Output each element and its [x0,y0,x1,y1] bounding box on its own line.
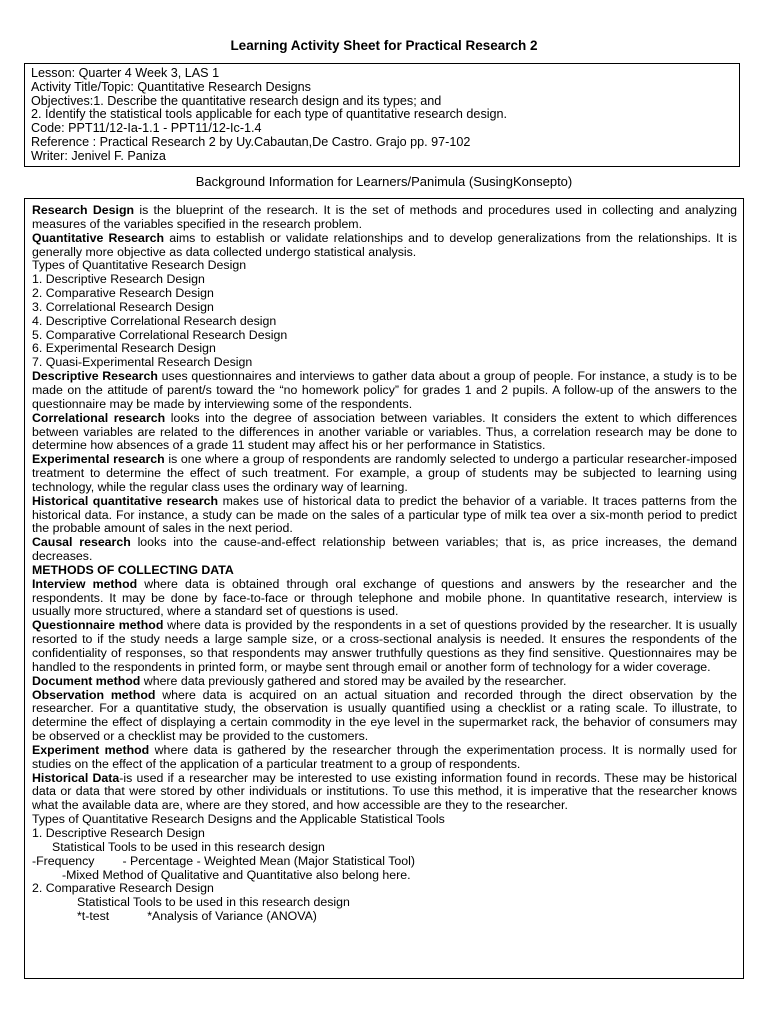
tool-t-test: *t-test [77,909,110,924]
research-design-paragraph [32,204,737,232]
comparative-tools-list [32,910,737,924]
experiment-term: Experiment method [32,742,150,757]
causal-text: looks into the cause-and-effect relationship between variables; that is, as price increases, the demand decreases. [32,535,737,564]
tools-heading: Types of Quantitative Research Designs and the Applicable Statistical Tools [32,812,445,827]
experiment-text: where data is gathered by the researcher through the experimentation process. It is normally used for studies on the effect of the application of a particular treatment to a group of respondents. [32,742,738,771]
comparative-tools-title: 2. Comparative Research Design [32,881,214,896]
document-text: where data previously gathered and stored may be availed by the researcher. [140,673,567,688]
methods-heading: METHODS OF COLLECTING DATA [32,562,234,577]
code-line: Code: PPT11/12-Ia-1.1 - PPT11/12-Ic-1.4 [31,121,262,136]
type-item: 2. Comparative Research Design [32,286,214,301]
descriptive-term: Descriptive Research [32,369,158,384]
lesson-info-box [24,63,740,167]
tool-percentage: - Percentage [122,853,194,868]
tool-frequency: -Frequency [32,853,95,868]
causal-term: Causal research [32,535,131,550]
research-design-text: is the blueprint of the research. It is the set of methods and procedures used in collecting and analyzing measures of the variables specified in the research problem. [32,203,738,231]
types-heading: Types of Quantitative Research Design [32,258,247,273]
correlational-paragraph [32,412,737,454]
type-item: 3. Correlational Research Design [32,299,214,314]
observation-paragraph [32,689,737,744]
experimental-paragraph [32,453,737,495]
questionnaire-paragraph [32,619,737,674]
experimental-term: Experimental research [32,452,165,467]
correlational-text: looks into the degree of association between variables. It considers the extent to which differences between variables are related to the differences in another variable or variables. Thus, a correlation research may be done to determine how absences of a grade 11 student may affect his or her performance in Statistics. [32,410,737,453]
research-design-term: Research Design [32,203,135,217]
comparative-tools-subheading: Statistical Tools to be used in this research design [77,895,350,910]
historical-data-term: Historical Data [32,770,120,785]
writer-line: Writer: Jenivel F. Paniza [31,148,166,163]
tool-anova: *Analysis of Variance (ANOVA) [147,909,317,924]
type-item: 7. Quasi-Experimental Research Design [32,355,253,370]
page-title: Learning Activity Sheet for Practical Research 2 [230,38,538,53]
objective-1-line: Objectives:1. Describe the quantitative research design and its types; and [31,93,442,108]
experimental-text: is one where a group of respondents are randomly selected to undergo a particular researcher-imposed treatment to determine the effect of such treatment. For example, a group of students may be subjected to learning using technology, while the regular class uses the ordinary way of learning. [32,452,737,494]
tool-weighted-mean: - Weighted Mean (Major Statistical Tool) [196,853,415,868]
type-item: 5. Comparative Correlational Research Design [32,327,288,342]
type-item: 6. Experimental Research Design [32,341,216,356]
interview-text: where data is obtained through oral exchange of questions and answers by the researcher and the respondents. It may be done by face-to-face or through telephone and mobile phone. In quantitative research, interview is usually more structured, where a standard set of questions is used. [32,576,738,619]
background-heading: Background Information for Learners/Panimula (SusingKonsepto) [195,174,573,189]
experiment-paragraph [32,744,737,772]
historical-data-text: -is used if a researcher may be interested to use existing information found in records. These may be historical data or data that were stored by other individuals or institutions. To use this method, it is imperative that the researcher knows what the available data are, where are they stored, and how accessible are they to the researcher. [32,770,737,813]
quantitative-research-term: Quantitative Research [32,230,165,245]
document-term: Document method [32,673,141,688]
interview-term: Interview method [32,576,138,591]
mixed-method-note: -Mixed Method of Qualitative and Quantitative also belong here. [62,867,411,882]
observation-text: where data is acquired on an actual situation and recorded through the direct observation by the researcher. For a quantitative study, the observation is usually quantified using a checklist or a rating scale. To illustrate, to determine the effect of displaying a certain commodity in the eye level in the supermarket rack, the behavior of consumers may be observed or a checklist may be provided to the customers. [32,687,737,744]
interview-paragraph [32,578,737,620]
historical-term: Historical quantitative research [32,493,219,508]
topic-line: Activity Title/Topic: Quantitative Research Designs [31,79,311,94]
lesson-line: Lesson: Quarter 4 Week 3, LAS 1 [31,66,220,80]
questionnaire-text: where data is provided by the respondents in a set of questions provided by the researcher. It is usually resorted to if the study needs a large sample size, or a cross-sectional analysis is needed. It ensures the respondents of the confidentiality of responses, so that respondents may answer truthfully questions as they find sensitive. Questionnaires may be handled to the respondents in printed form, or maybe sent through email or another form of technology for a wider coverage. [32,618,737,674]
descriptive-paragraph [32,370,737,412]
observation-term: Observation method [32,687,156,702]
descriptive-tools-subheading: Statistical Tools to be used in this research design [52,839,325,854]
causal-paragraph [32,536,737,564]
historical-text: makes use of historical data to predict the behavior of a variable. It traces patterns from the historical data. For instance, a study can be made on the sales of a particular type of milk tea over a six-month period to predict the probable amount of sales in the next period. [32,493,737,536]
historical-paragraph [32,495,737,537]
background-content-box [24,198,744,979]
quantitative-research-text: aims to establish or validate relationships and to develop generalizations from the relationships. It is generally more objective as data collected undergo statistical analysis. [32,230,737,259]
objective-2-line: 2. Identify the statistical tools applicable for each type of quantitative research design. [31,107,508,122]
document-paragraph [32,675,737,689]
questionnaire-term: Questionnaire method [32,618,164,633]
correlational-term: Correlational research [32,410,166,425]
type-item: 1. Descriptive Research Design [32,272,205,287]
descriptive-tools-list [32,855,737,869]
historical-data-paragraph [32,772,737,814]
quantitative-research-paragraph [32,232,737,260]
type-item: 4. Descriptive Correlational Research design [32,313,277,328]
descriptive-text: uses questionnaires and interviews to gather data about a group of people. For instance, a study is to be made on the attitude of parent/s toward the “no homework policy” for grades 1 and 2 pupils. A follow-up of the answers to the questionnaire may be made by interviewing some of the respondents. [32,369,737,411]
reference-line: Reference : Practical Research 2 by Uy.Cabautan,De Castro. Grajo pp. 97-102 [31,134,471,149]
descriptive-tools-title: 1. Descriptive Research Design [32,825,205,840]
